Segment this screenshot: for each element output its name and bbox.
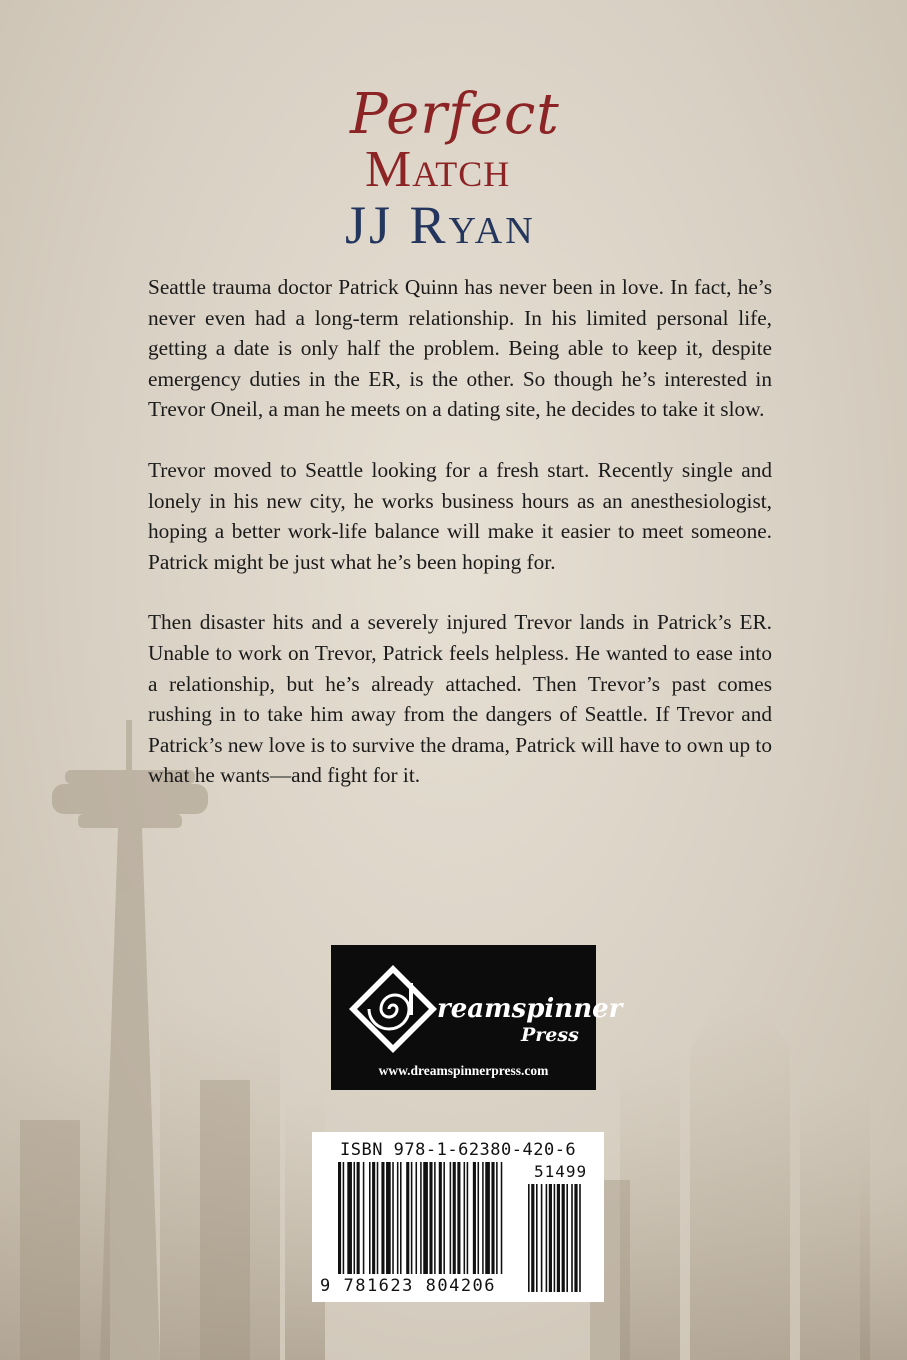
- barcode-bar: [369, 1162, 371, 1274]
- publisher-name-line2: Press: [521, 1024, 579, 1046]
- barcode-bar: [397, 1162, 399, 1274]
- publisher-name-line1: reamspinner: [437, 994, 623, 1024]
- addon-bar: [566, 1184, 568, 1292]
- barcode-bar: [377, 1162, 379, 1274]
- blurb-paragraph-1: Seattle trauma doctor Patrick Quinn has never been in love. In fact, he’s never even had a long-term relationship. In his limited personal life, getting a date is only half the problem. Being able to keep it, despite emergency duties in the ER, is the other. So though he’s interested in Trevor Oneil, a man he meets on a dating site, he decides to take it slow.: [148, 275, 772, 422]
- addon-bar: [562, 1184, 565, 1292]
- barcode-bar: [429, 1162, 432, 1274]
- blurb-paragraph-2: Trevor moved to Seattle looking for a fresh start. Recently single and lonely in his new city, he works business hours as an anesthesiologist, hoping a better work-life balance will make it easier to meet someone. Patrick might be just what he’s been hoping for.: [148, 457, 772, 574]
- barcode-bar: [439, 1162, 442, 1274]
- publisher-url: www.dreamspinnerpress.com: [378, 1063, 549, 1078]
- barcode-bar: [457, 1162, 460, 1274]
- barcode-bar: [443, 1162, 445, 1274]
- barcode-bar: [467, 1162, 469, 1274]
- publisher-logo-box: [331, 945, 623, 1090]
- barcode-bar: [392, 1162, 394, 1274]
- addon-bar: [536, 1184, 538, 1292]
- barcode-bar: [478, 1162, 480, 1274]
- barcode-bar: [496, 1162, 498, 1274]
- addon-bar: [571, 1184, 573, 1292]
- barcode-bar: [420, 1162, 422, 1274]
- barcode-bar: [416, 1162, 418, 1274]
- book-title-line1: Perfect: [350, 82, 560, 147]
- dreamspinner-logo-icon: [345, 963, 623, 1053]
- barcode-bar: [381, 1162, 384, 1274]
- barcode-bar: [411, 1162, 413, 1274]
- addon-bar: [574, 1184, 577, 1292]
- book-title-line2: Match: [365, 141, 511, 198]
- barcode-bar: [501, 1162, 503, 1274]
- author-name: JJ Ryan: [345, 195, 536, 255]
- barcode-bar: [434, 1162, 436, 1274]
- barcode-bar: [338, 1162, 341, 1274]
- isbn-barcode: [312, 1132, 604, 1302]
- addon-bar: [531, 1184, 534, 1292]
- addon-bar: [549, 1184, 552, 1292]
- addon-bar: [541, 1184, 543, 1292]
- barcode-bar: [464, 1162, 466, 1274]
- barcode-bar: [453, 1162, 456, 1274]
- addon-bar: [546, 1184, 548, 1292]
- blurb-paragraph-3: Then disaster hits and a severely injured Trevor lands in Patrick’s ER. Unable to work on Trevor, Patrick feels helpless. He wanted to ease into a relationship, but he’s already attached. Then Trevor’s past comes rushing in to take him away from the dangers of Seattle. If Trevor and Patrick’s new love is to survive the drama, Patrick will have to own up to what he wants—and fight for it.: [148, 610, 772, 788]
- barcode-bar: [423, 1162, 428, 1274]
- barcode-bar: [347, 1162, 352, 1274]
- barcode-bar: [354, 1162, 356, 1274]
- barcode-bar: [482, 1162, 484, 1274]
- addon-bar: [528, 1184, 530, 1292]
- barcode-bar: [485, 1162, 490, 1274]
- barcode-bar: [491, 1162, 494, 1274]
- addon-bar: [554, 1184, 556, 1292]
- barcode-bar: [400, 1162, 402, 1274]
- book-blurb: [148, 272, 772, 821]
- addon-bar: [557, 1184, 560, 1292]
- barcode-bar: [473, 1162, 476, 1274]
- addon-bar: [579, 1184, 581, 1292]
- barcode-bar: [357, 1162, 360, 1274]
- price-addon-code: 51499: [534, 1162, 588, 1181]
- barcode-bar: [372, 1162, 375, 1274]
- barcode-bar: [343, 1162, 345, 1274]
- barcode-bar: [450, 1162, 452, 1274]
- ean-digits: 9 781623 804206: [320, 1276, 497, 1296]
- barcode-bar: [386, 1162, 391, 1274]
- barcode-bar: [363, 1162, 365, 1274]
- barcode-bar: [406, 1162, 409, 1274]
- isbn-label: ISBN 978-1-62380-420-6: [340, 1140, 577, 1160]
